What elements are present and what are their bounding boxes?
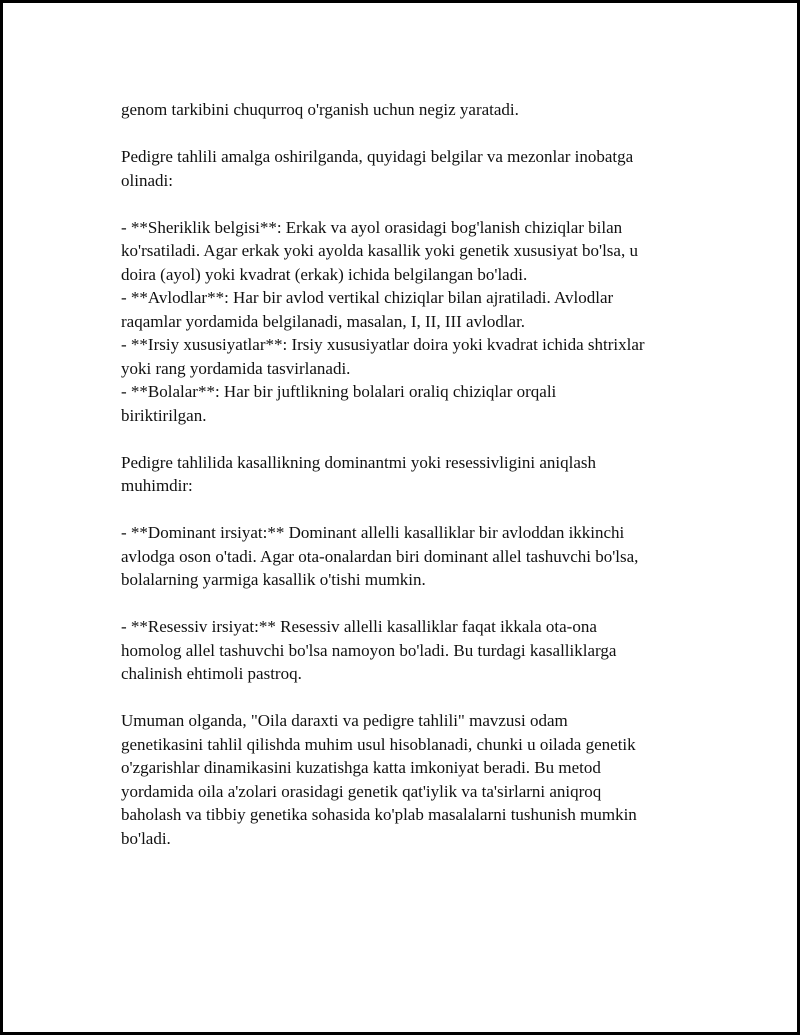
list-item-recessive: - **Resessiv irsiyat:** Resessiv allelli kasalliklar faqat ikkala ota-ona — [121, 617, 597, 636]
text-line: o'zgarishlar dinamikasini kuzatishga katta imkoniyat beradi. Bu metod — [121, 758, 601, 777]
criteria-list — [121, 216, 701, 428]
paragraph-dominant — [121, 521, 701, 592]
text-line: genetikasini tahlil qilishda muhim usul hisoblanadi, chunki u oilada genetik — [121, 734, 636, 754]
paragraph-criteria-intro — [121, 145, 701, 192]
text-line: Umuman olganda, "Oila daraxti va pedigre tahlili" mavzusi odam — [121, 711, 568, 730]
list-item-dominant: - **Dominant irsiyat:** Dominant allelli kasalliklar bir avloddan ikkinchi — [121, 523, 625, 542]
paragraph-recessive — [121, 615, 701, 686]
paragraph-conclusion — [121, 709, 701, 850]
text-line: avlodga oson o'tadi. Agar ota-onalardan biri dominant allel tashuvchi bo'lsa, — [121, 546, 639, 566]
document-body — [121, 98, 701, 850]
text-line: chalinish ehtimoli pastroq. — [121, 664, 302, 683]
text-line: baholash va tibbiy genetika sohasida ko'plab masalalarni tushunish mumkin — [121, 805, 637, 824]
text-line: bo'ladi. — [121, 828, 171, 848]
text-line: raqamlar yordamida belgilanadi, masalan, I, II, III avlodlar. — [121, 311, 526, 331]
text-line: doira (ayol) yoki kvadrat (erkak) ichida belgilangan bo'ladi. — [121, 264, 528, 284]
text-line: homolog allel tashuvchi bo'lsa namoyon bo'ladi. Bu turdagi kasalliklarga — [121, 640, 617, 660]
text-line: biriktirilgan. — [121, 405, 207, 425]
text-line: yordamida oila a'zolari orasidagi genetik qat'iylik va ta'sirlarni aniqroq — [121, 781, 602, 801]
text-line: yoki rang yordamida tasvirlanadi. — [121, 358, 351, 378]
paragraph-intro-continuation — [121, 98, 701, 122]
text-line: bolalarning yarmiga kasallik o'tishi mumkin. — [121, 570, 426, 589]
list-item-irsiy-xususiyatlar: - **Irsiy xususiyatlar**: Irsiy xususiyatlar doira yoki kvadrat ichida shtrixlar — [121, 335, 645, 354]
text-line: genom tarkibini chuqurroq o'rganish uchun negiz yaratadi. — [121, 100, 519, 119]
paragraph-dominance-intro — [121, 451, 701, 498]
list-item-avlodlar: - **Avlodlar**: Har bir avlod vertikal chiziqlar bilan ajratiladi. Avlodlar — [121, 288, 614, 307]
list-item-sheriklik: - **Sheriklik belgisi**: Erkak va ayol orasidagi bog'lanish chiziqlar bilan — [121, 217, 623, 237]
text-line: olinadi: — [121, 170, 173, 190]
text-line: Pedigre tahlilida kasallikning dominantmi yoki resessivligini aniqlash — [121, 452, 596, 472]
list-item-bolalar: - **Bolalar**: Har bir juftlikning bolalari oraliq chiziqlar orqali — [121, 382, 557, 401]
text-line: ko'rsatiladi. Agar erkak yoki ayolda kasallik yoki genetik xususiyat bo'lsa, u — [121, 241, 638, 260]
text-line: muhimdir: — [121, 476, 193, 495]
text-line: Pedigre tahlili amalga oshirilganda, quyidagi belgilar va mezonlar inobatga — [121, 147, 634, 166]
